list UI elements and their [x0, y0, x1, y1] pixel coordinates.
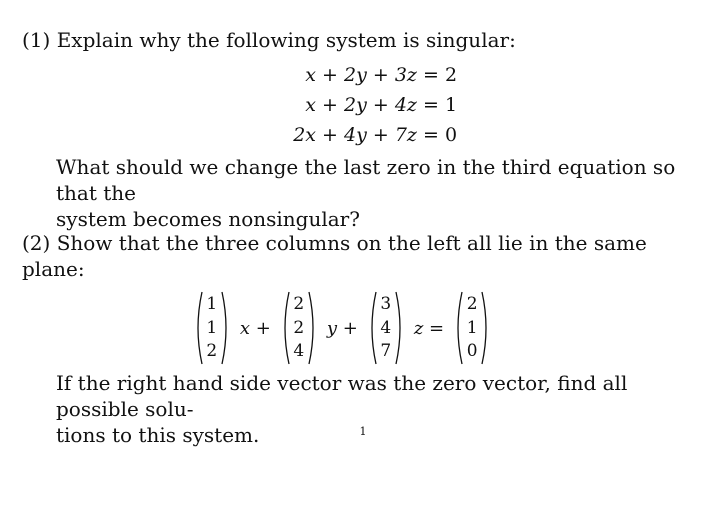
vector-2-entry-2: 2 — [293, 317, 305, 338]
vector-3-entry-3: 7 — [380, 341, 392, 361]
vector-2-op: + — [342, 317, 358, 339]
right-paren-icon — [480, 290, 492, 366]
equation-3-lhs: 2x + 4y + 7z — [293, 124, 417, 146]
vector-2-entry-1: 2 — [293, 294, 305, 314]
problem-1-question-line-2: system becomes nonsingular? — [56, 207, 360, 231]
problem-2-question-line-1: If the right hand side vector was the zero vector, find all possible solu- — [56, 371, 628, 421]
column-vector-3 — [366, 290, 406, 366]
vector-1-entry-1: 1 — [206, 294, 218, 314]
vector-1-entry-3: 2 — [206, 341, 218, 361]
vector-1-coefficient — [240, 318, 271, 339]
equation-3 — [142, 120, 572, 150]
equation-3-rhs: = 0 — [422, 124, 458, 146]
problem-2 — [22, 230, 708, 448]
left-paren-icon — [452, 290, 464, 366]
column-vector-2 — [279, 290, 319, 366]
problem-2-heading: (2) Show that the three columns on the left all lie in the same plane: — [22, 231, 647, 281]
vector-2-entry-3: 4 — [293, 341, 305, 361]
problem-1 — [22, 27, 708, 232]
problem-1-question-line-1: What should we change the last zero in the third equation so that the — [56, 155, 676, 205]
equation-2 — [142, 90, 572, 120]
vector-2-coefficient — [327, 318, 358, 339]
right-paren-icon — [394, 290, 406, 366]
vector-3-op: = — [429, 317, 445, 339]
equation-1 — [142, 60, 572, 90]
rhs-entry-1: 2 — [466, 294, 478, 314]
rhs-entry-3: 0 — [466, 341, 478, 361]
column-vector-rhs — [452, 290, 492, 366]
equation-2-rhs: = 1 — [422, 94, 458, 116]
right-paren-icon — [307, 290, 319, 366]
problem-1-question — [56, 154, 708, 232]
right-paren-icon — [220, 290, 232, 366]
vector-2-coef: y — [326, 317, 337, 339]
vector-3-coefficient — [414, 318, 444, 339]
vector-1-coef: x — [239, 317, 250, 339]
vector-3-coef: z — [413, 317, 424, 339]
vector-1-op: + — [255, 317, 271, 339]
vector-1-entry-2: 1 — [206, 317, 218, 338]
rhs-entry-2: 1 — [466, 317, 478, 338]
left-paren-icon — [279, 290, 291, 366]
equation-1-rhs: = 2 — [422, 64, 458, 86]
vector-3-entry-1: 3 — [380, 294, 392, 314]
column-vector-1 — [192, 290, 232, 366]
vector-3-entry-2: 4 — [380, 317, 392, 338]
problem-2-question-line-2: tions to this system. — [56, 423, 260, 447]
left-paren-icon — [366, 290, 378, 366]
left-paren-icon — [192, 290, 204, 366]
vector-equation — [62, 290, 622, 366]
page-number: 1 — [359, 425, 367, 438]
problem-1-heading: (1) Explain why the following system is singular: — [22, 28, 516, 52]
equation-2-lhs: x + 2y + 4z — [305, 94, 417, 116]
equation-1-lhs: x + 2y + 3z — [305, 64, 417, 86]
